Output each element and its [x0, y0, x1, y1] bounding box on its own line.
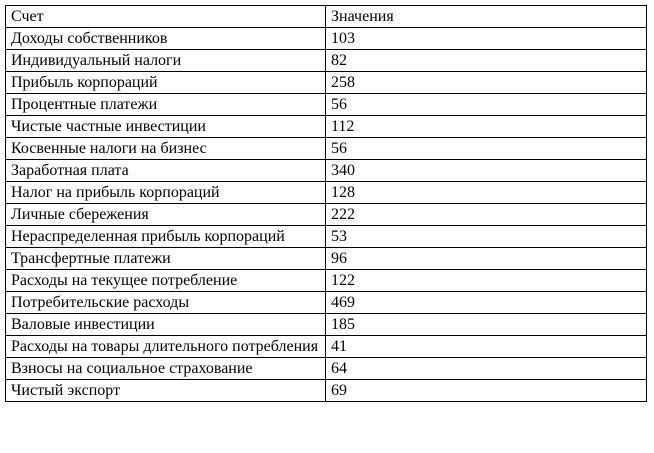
- account-cell: Процентные платежи: [6, 94, 326, 116]
- table-row: [6, 336, 647, 358]
- account-cell: Заработная плата: [6, 160, 326, 182]
- account-cell: Налог на прибыль корпораций: [6, 182, 326, 204]
- header-value: Значения: [326, 6, 647, 28]
- table-row: [6, 138, 647, 160]
- value-cell: 64: [326, 358, 647, 380]
- account-cell: Расходы на текущее потребление: [6, 270, 326, 292]
- table-row: [6, 358, 647, 380]
- table-row: [6, 270, 647, 292]
- table-row: [6, 28, 647, 50]
- account-cell: Прибыль корпораций: [6, 72, 326, 94]
- accounts-table-container: [5, 5, 647, 402]
- account-cell: Расходы на товары длительного потребления: [6, 336, 326, 358]
- table-row: [6, 182, 647, 204]
- account-cell: Косвенные налоги на бизнес: [6, 138, 326, 160]
- account-cell: Индивидуальный налоги: [6, 50, 326, 72]
- table-row: [6, 116, 647, 138]
- table-row: [6, 292, 647, 314]
- value-cell: 258: [326, 72, 647, 94]
- value-cell: 96: [326, 248, 647, 270]
- value-cell: 103: [326, 28, 647, 50]
- account-cell: Валовые инвестиции: [6, 314, 326, 336]
- account-cell: Взносы на социальное страхование: [6, 358, 326, 380]
- table-row: [6, 72, 647, 94]
- value-cell: 469: [326, 292, 647, 314]
- value-cell: 185: [326, 314, 647, 336]
- value-cell: 222: [326, 204, 647, 226]
- table-header-row: [6, 6, 647, 28]
- table-row: [6, 50, 647, 72]
- account-cell: Чистый экспорт: [6, 380, 326, 402]
- account-cell: Потребительские расходы: [6, 292, 326, 314]
- account-cell: Чистые частные инвестиции: [6, 116, 326, 138]
- account-cell: Личные сбережения: [6, 204, 326, 226]
- account-cell: Нераспределенная прибыль корпораций: [6, 226, 326, 248]
- accounts-table: [5, 5, 647, 402]
- value-cell: 112: [326, 116, 647, 138]
- table-row: [6, 94, 647, 116]
- table-row: [6, 226, 647, 248]
- value-cell: 41: [326, 336, 647, 358]
- table-row: [6, 380, 647, 402]
- table-row: [6, 314, 647, 336]
- value-cell: 82: [326, 50, 647, 72]
- value-cell: 56: [326, 138, 647, 160]
- table-row: [6, 204, 647, 226]
- account-cell: Трансфертные платежи: [6, 248, 326, 270]
- value-cell: 69: [326, 380, 647, 402]
- value-cell: 122: [326, 270, 647, 292]
- table-row: [6, 160, 647, 182]
- value-cell: 340: [326, 160, 647, 182]
- value-cell: 56: [326, 94, 647, 116]
- table-row: [6, 248, 647, 270]
- value-cell: 53: [326, 226, 647, 248]
- account-cell: Доходы собственников: [6, 28, 326, 50]
- value-cell: 128: [326, 182, 647, 204]
- header-account: Счет: [6, 6, 326, 28]
